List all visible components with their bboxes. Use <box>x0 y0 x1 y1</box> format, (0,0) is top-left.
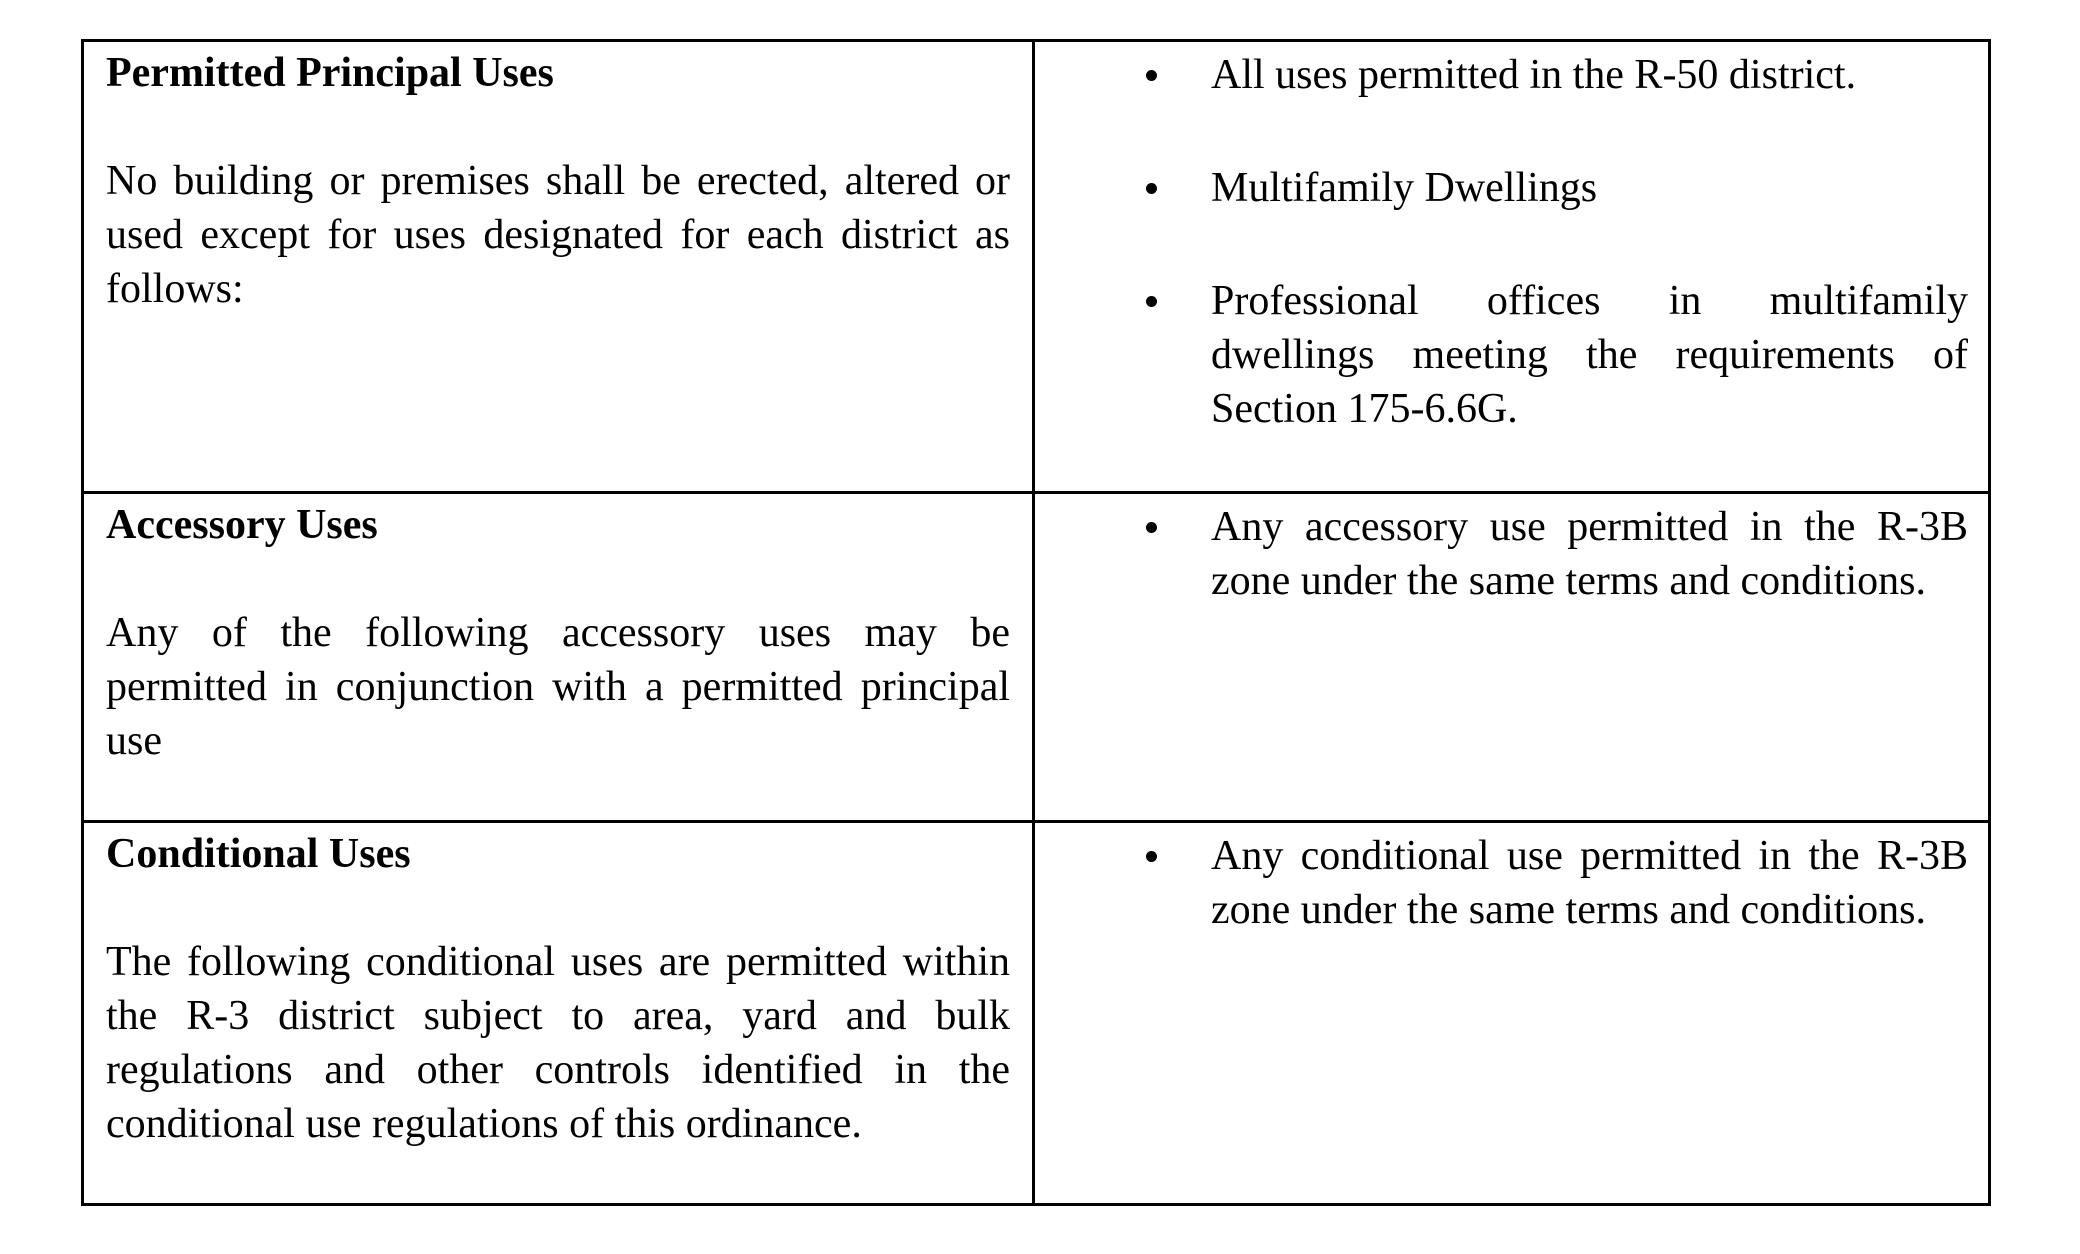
left-cell <box>83 822 1034 1205</box>
bullet-icon <box>1035 500 1211 554</box>
list-item <box>1035 161 1968 215</box>
section-heading: Conditional Uses <box>106 831 411 877</box>
bullet-icon <box>1035 829 1211 883</box>
table-row-permitted-principal-uses <box>83 41 1990 493</box>
list-item-text: Any conditional use permitted in the R-3B zone under the same terms and conditions. <box>1211 833 1968 933</box>
bullet-list <box>1035 500 1968 608</box>
bullet-icon <box>1035 274 1211 328</box>
bullet-list <box>1035 829 1968 937</box>
bullet-icon <box>1035 161 1211 215</box>
right-cell <box>1034 493 1990 822</box>
section-description: No building or premises shall be erected, altered or used except for uses designated for each district as follows: <box>106 158 1010 312</box>
bullet-list <box>1035 48 1968 436</box>
list-item-text: Professional offices in multifamily dwellings meeting the requirements of Section 175-6.6G. <box>1211 278 1968 432</box>
left-cell <box>83 41 1034 493</box>
list-item-text: Any accessory use permitted in the R-3B zone under the same terms and conditions. <box>1211 504 1968 604</box>
bullet-icon <box>1035 48 1211 102</box>
list-item-text: Multifamily Dwellings <box>1211 165 1598 211</box>
left-cell <box>83 493 1034 822</box>
right-cell <box>1034 41 1990 493</box>
right-cell <box>1034 822 1990 1205</box>
list-item-text: All uses permitted in the R-50 district. <box>1211 52 1857 98</box>
zoning-uses-table <box>81 39 1991 1206</box>
section-description: Any of the following accessory uses may be permitted in conjunction with a permitted principal use <box>106 610 1010 764</box>
list-item <box>1035 48 1968 102</box>
section-description: The following conditional uses are permitted within the R-3 district subject to area, yard and bulk regulations and other controls identified in the conditional use regulations of this ordinance. <box>106 939 1010 1147</box>
section-heading: Accessory Uses <box>106 502 378 548</box>
section-heading: Permitted Principal Uses <box>106 50 554 96</box>
table-row-conditional-uses <box>83 822 1990 1205</box>
list-item <box>1035 500 1968 608</box>
table-row-accessory-uses <box>83 493 1990 822</box>
list-item <box>1035 829 1968 937</box>
list-item <box>1035 274 1968 436</box>
